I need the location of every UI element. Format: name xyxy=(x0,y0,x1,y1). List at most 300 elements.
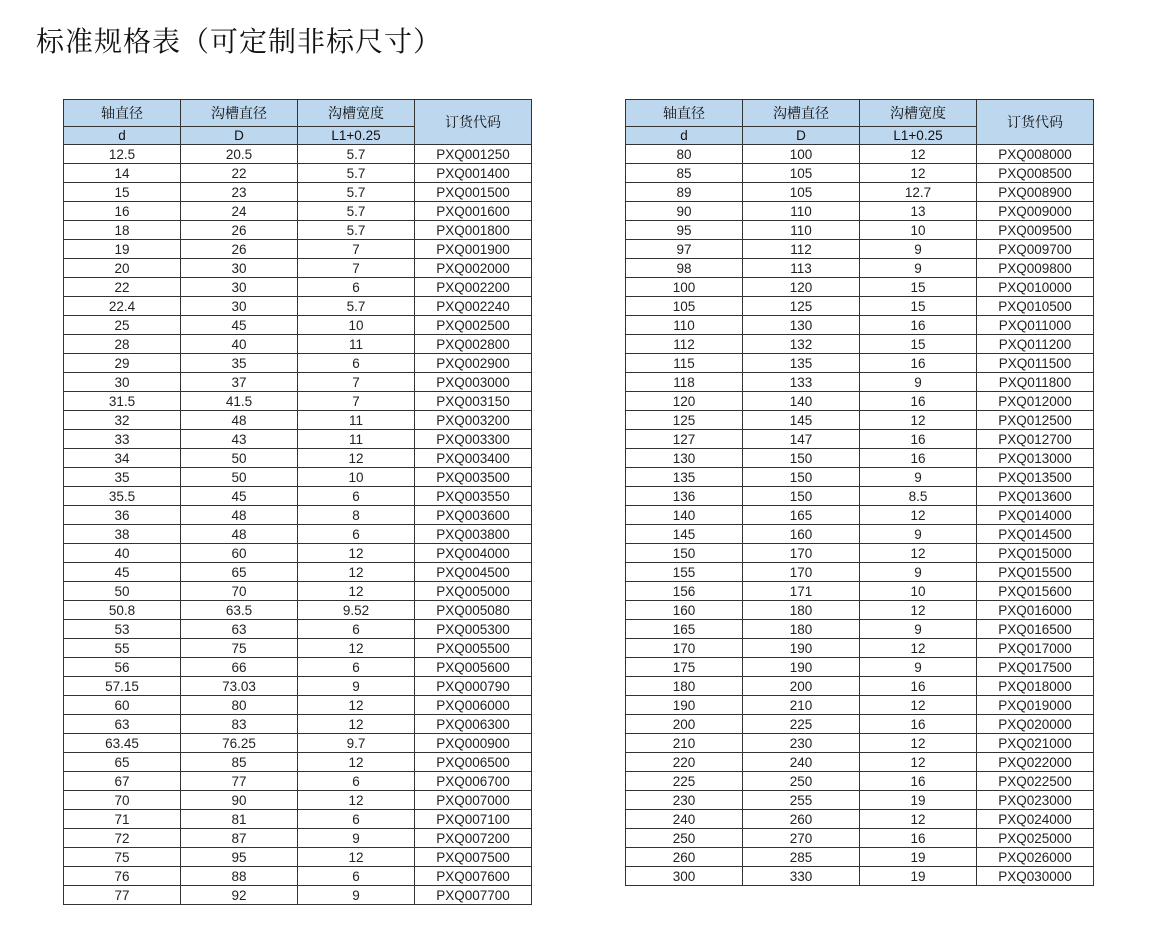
cell-order-code: PXQ015600 xyxy=(977,582,1094,601)
cell-groove-width: 19 xyxy=(860,848,977,867)
cell-shaft-diameter: 95 xyxy=(626,221,743,240)
cell-shaft-diameter: 260 xyxy=(626,848,743,867)
cell-shaft-diameter: 50 xyxy=(64,582,181,601)
table-row xyxy=(64,487,532,506)
table-row xyxy=(64,164,532,183)
cell-groove-diameter: 230 xyxy=(743,734,860,753)
cell-order-code: PXQ010500 xyxy=(977,297,1094,316)
cell-order-code: PXQ005600 xyxy=(415,658,532,677)
cell-shaft-diameter: 90 xyxy=(626,202,743,221)
cell-shaft-diameter: 190 xyxy=(626,696,743,715)
cell-groove-width: 16 xyxy=(860,677,977,696)
cell-groove-diameter: 110 xyxy=(743,202,860,221)
cell-groove-width: 9 xyxy=(860,563,977,582)
table-row xyxy=(64,563,532,582)
cell-groove-diameter: 80 xyxy=(181,696,298,715)
table-row xyxy=(626,183,1094,202)
cell-groove-diameter: 70 xyxy=(181,582,298,601)
cell-groove-width: 7 xyxy=(298,240,415,259)
cell-groove-diameter: 77 xyxy=(181,772,298,791)
cell-groove-diameter: 48 xyxy=(181,506,298,525)
cell-shaft-diameter: 150 xyxy=(626,544,743,563)
cell-groove-diameter: 105 xyxy=(743,164,860,183)
cell-order-code: PXQ000790 xyxy=(415,677,532,696)
table-row xyxy=(626,848,1094,867)
cell-groove-width: 12 xyxy=(298,563,415,582)
cell-order-code: PXQ005300 xyxy=(415,620,532,639)
cell-groove-diameter: 66 xyxy=(181,658,298,677)
cell-shaft-diameter: 55 xyxy=(64,639,181,658)
cell-order-code: PXQ025000 xyxy=(977,829,1094,848)
cell-groove-width: 11 xyxy=(298,430,415,449)
cell-order-code: PXQ007500 xyxy=(415,848,532,867)
cell-order-code: PXQ020000 xyxy=(977,715,1094,734)
table-row xyxy=(626,411,1094,430)
cell-groove-width: 16 xyxy=(860,772,977,791)
table-row xyxy=(626,316,1094,335)
cell-groove-width: 6 xyxy=(298,772,415,791)
cell-groove-diameter: 210 xyxy=(743,696,860,715)
cell-shaft-diameter: 14 xyxy=(64,164,181,183)
table-row xyxy=(64,506,532,525)
table-row xyxy=(64,316,532,335)
cell-order-code: PXQ007600 xyxy=(415,867,532,886)
cell-groove-diameter: 30 xyxy=(181,278,298,297)
cell-shaft-diameter: 71 xyxy=(64,810,181,829)
cell-shaft-diameter: 30 xyxy=(64,373,181,392)
cell-groove-diameter: 45 xyxy=(181,487,298,506)
cell-groove-width: 16 xyxy=(860,715,977,734)
cell-order-code: PXQ003400 xyxy=(415,449,532,468)
cell-groove-width: 7 xyxy=(298,373,415,392)
cell-groove-diameter: 87 xyxy=(181,829,298,848)
table-row xyxy=(626,145,1094,164)
cell-groove-width: 15 xyxy=(860,278,977,297)
table-row xyxy=(626,658,1094,677)
cell-groove-diameter: 165 xyxy=(743,506,860,525)
table-row xyxy=(64,202,532,221)
cell-shaft-diameter: 33 xyxy=(64,430,181,449)
table-row xyxy=(64,297,532,316)
cell-groove-width: 12 xyxy=(298,791,415,810)
table-row xyxy=(626,639,1094,658)
cell-shaft-diameter: 155 xyxy=(626,563,743,582)
table-row xyxy=(64,145,532,164)
table-row xyxy=(626,297,1094,316)
cell-order-code: PXQ012700 xyxy=(977,430,1094,449)
table-row xyxy=(626,829,1094,848)
cell-groove-width: 12 xyxy=(860,506,977,525)
header-symbol-d: d xyxy=(626,127,743,145)
cell-shaft-diameter: 97 xyxy=(626,240,743,259)
cell-groove-diameter: 43 xyxy=(181,430,298,449)
table-row xyxy=(64,335,532,354)
table-row xyxy=(64,886,532,905)
cell-order-code: PXQ006700 xyxy=(415,772,532,791)
cell-shaft-diameter: 22 xyxy=(64,278,181,297)
table-row xyxy=(64,791,532,810)
cell-groove-width: 9 xyxy=(860,468,977,487)
cell-shaft-diameter: 85 xyxy=(626,164,743,183)
table-row xyxy=(626,202,1094,221)
cell-groove-width: 10 xyxy=(298,316,415,335)
cell-groove-width: 12 xyxy=(860,639,977,658)
cell-groove-diameter: 330 xyxy=(743,867,860,886)
header-shaft-diameter: 轴直径 xyxy=(64,100,181,127)
cell-order-code: PXQ002240 xyxy=(415,297,532,316)
table-row xyxy=(64,354,532,373)
cell-groove-width: 8.5 xyxy=(860,487,977,506)
cell-order-code: PXQ009000 xyxy=(977,202,1094,221)
cell-order-code: PXQ004500 xyxy=(415,563,532,582)
cell-groove-diameter: 65 xyxy=(181,563,298,582)
cell-groove-width: 5.7 xyxy=(298,221,415,240)
cell-shaft-diameter: 63 xyxy=(64,715,181,734)
cell-groove-width: 12 xyxy=(298,639,415,658)
cell-order-code: PXQ011500 xyxy=(977,354,1094,373)
header-symbol-D: D xyxy=(743,127,860,145)
cell-order-code: PXQ007700 xyxy=(415,886,532,905)
cell-groove-diameter: 30 xyxy=(181,297,298,316)
cell-shaft-diameter: 34 xyxy=(64,449,181,468)
table-row xyxy=(64,677,532,696)
cell-order-code: PXQ022500 xyxy=(977,772,1094,791)
cell-order-code: PXQ012500 xyxy=(977,411,1094,430)
cell-groove-diameter: 60 xyxy=(181,544,298,563)
cell-shaft-diameter: 40 xyxy=(64,544,181,563)
cell-shaft-diameter: 100 xyxy=(626,278,743,297)
cell-groove-diameter: 240 xyxy=(743,753,860,772)
cell-groove-width: 12 xyxy=(298,544,415,563)
cell-groove-diameter: 81 xyxy=(181,810,298,829)
table-row xyxy=(626,221,1094,240)
cell-order-code: PXQ002500 xyxy=(415,316,532,335)
cell-order-code: PXQ009700 xyxy=(977,240,1094,259)
table-row xyxy=(64,468,532,487)
cell-order-code: PXQ016000 xyxy=(977,601,1094,620)
cell-order-code: PXQ013000 xyxy=(977,449,1094,468)
cell-groove-width: 19 xyxy=(860,867,977,886)
table-row xyxy=(64,848,532,867)
cell-shaft-diameter: 28 xyxy=(64,335,181,354)
cell-order-code: PXQ001600 xyxy=(415,202,532,221)
cell-groove-diameter: 48 xyxy=(181,411,298,430)
table-row xyxy=(626,734,1094,753)
cell-groove-diameter: 40 xyxy=(181,335,298,354)
cell-order-code: PXQ014000 xyxy=(977,506,1094,525)
cell-groove-diameter: 170 xyxy=(743,544,860,563)
table-row xyxy=(64,810,532,829)
table-row xyxy=(626,335,1094,354)
cell-groove-diameter: 130 xyxy=(743,316,860,335)
table-row xyxy=(64,544,532,563)
table-row xyxy=(626,563,1094,582)
cell-shaft-diameter: 22.4 xyxy=(64,297,181,316)
cell-order-code: PXQ018000 xyxy=(977,677,1094,696)
cell-order-code: PXQ005080 xyxy=(415,601,532,620)
table-row xyxy=(64,620,532,639)
cell-groove-diameter: 140 xyxy=(743,392,860,411)
cell-groove-diameter: 135 xyxy=(743,354,860,373)
cell-order-code: PXQ002800 xyxy=(415,335,532,354)
cell-groove-width: 12 xyxy=(860,145,977,164)
cell-order-code: PXQ030000 xyxy=(977,867,1094,886)
cell-shaft-diameter: 67 xyxy=(64,772,181,791)
cell-order-code: PXQ003150 xyxy=(415,392,532,411)
cell-order-code: PXQ003600 xyxy=(415,506,532,525)
cell-groove-diameter: 285 xyxy=(743,848,860,867)
cell-groove-diameter: 120 xyxy=(743,278,860,297)
header-symbol-d: d xyxy=(64,127,181,145)
table-row xyxy=(626,430,1094,449)
table-row xyxy=(64,829,532,848)
cell-groove-width: 16 xyxy=(860,430,977,449)
cell-shaft-diameter: 105 xyxy=(626,297,743,316)
cell-groove-diameter: 190 xyxy=(743,658,860,677)
cell-groove-width: 12 xyxy=(298,848,415,867)
cell-groove-diameter: 147 xyxy=(743,430,860,449)
cell-shaft-diameter: 20 xyxy=(64,259,181,278)
cell-groove-width: 12 xyxy=(298,753,415,772)
cell-order-code: PXQ005000 xyxy=(415,582,532,601)
table-row xyxy=(64,525,532,544)
cell-groove-width: 16 xyxy=(860,354,977,373)
cell-groove-diameter: 270 xyxy=(743,829,860,848)
cell-shaft-diameter: 53 xyxy=(64,620,181,639)
cell-groove-diameter: 150 xyxy=(743,487,860,506)
table-row xyxy=(626,620,1094,639)
cell-groove-diameter: 255 xyxy=(743,791,860,810)
page-title: 标准规格表（可定制非标尺寸） xyxy=(36,25,443,58)
cell-shaft-diameter: 180 xyxy=(626,677,743,696)
cell-groove-width: 16 xyxy=(860,829,977,848)
cell-order-code: PXQ011800 xyxy=(977,373,1094,392)
cell-order-code: PXQ003500 xyxy=(415,468,532,487)
table-row xyxy=(626,677,1094,696)
cell-groove-diameter: 45 xyxy=(181,316,298,335)
cell-order-code: PXQ017500 xyxy=(977,658,1094,677)
spec-table-right xyxy=(625,99,1094,886)
cell-shaft-diameter: 29 xyxy=(64,354,181,373)
cell-shaft-diameter: 12.5 xyxy=(64,145,181,164)
cell-groove-diameter: 63 xyxy=(181,620,298,639)
table-row xyxy=(64,582,532,601)
cell-shaft-diameter: 136 xyxy=(626,487,743,506)
cell-order-code: PXQ007200 xyxy=(415,829,532,848)
cell-groove-diameter: 105 xyxy=(743,183,860,202)
table-row xyxy=(626,449,1094,468)
table-row xyxy=(626,582,1094,601)
cell-shaft-diameter: 175 xyxy=(626,658,743,677)
cell-groove-diameter: 92 xyxy=(181,886,298,905)
table-row xyxy=(626,354,1094,373)
cell-groove-diameter: 85 xyxy=(181,753,298,772)
cell-groove-width: 5.7 xyxy=(298,145,415,164)
cell-shaft-diameter: 145 xyxy=(626,525,743,544)
cell-groove-width: 6 xyxy=(298,354,415,373)
cell-groove-width: 12 xyxy=(298,449,415,468)
cell-groove-width: 12 xyxy=(298,715,415,734)
cell-shaft-diameter: 57.15 xyxy=(64,677,181,696)
cell-groove-diameter: 150 xyxy=(743,468,860,487)
cell-groove-width: 6 xyxy=(298,658,415,677)
cell-order-code: PXQ011000 xyxy=(977,316,1094,335)
table-row xyxy=(64,240,532,259)
cell-shaft-diameter: 38 xyxy=(64,525,181,544)
table-row xyxy=(64,639,532,658)
cell-groove-width: 12 xyxy=(860,544,977,563)
cell-groove-diameter: 88 xyxy=(181,867,298,886)
cell-groove-diameter: 160 xyxy=(743,525,860,544)
cell-groove-width: 5.7 xyxy=(298,164,415,183)
cell-order-code: PXQ023000 xyxy=(977,791,1094,810)
cell-groove-diameter: 75 xyxy=(181,639,298,658)
header-order-code: 订货代码 xyxy=(977,100,1094,145)
cell-shaft-diameter: 15 xyxy=(64,183,181,202)
table-row xyxy=(64,449,532,468)
cell-shaft-diameter: 165 xyxy=(626,620,743,639)
cell-groove-width: 10 xyxy=(860,582,977,601)
cell-groove-diameter: 22 xyxy=(181,164,298,183)
cell-shaft-diameter: 115 xyxy=(626,354,743,373)
cell-order-code: PXQ009500 xyxy=(977,221,1094,240)
cell-order-code: PXQ019000 xyxy=(977,696,1094,715)
header-groove-diameter: 沟槽直径 xyxy=(743,100,860,127)
table-row xyxy=(626,810,1094,829)
cell-groove-width: 12 xyxy=(860,810,977,829)
table-row xyxy=(64,411,532,430)
cell-shaft-diameter: 135 xyxy=(626,468,743,487)
cell-order-code: PXQ003200 xyxy=(415,411,532,430)
cell-order-code: PXQ001500 xyxy=(415,183,532,202)
cell-shaft-diameter: 72 xyxy=(64,829,181,848)
cell-shaft-diameter: 60 xyxy=(64,696,181,715)
cell-groove-diameter: 76.25 xyxy=(181,734,298,753)
cell-order-code: PXQ002000 xyxy=(415,259,532,278)
cell-groove-width: 6 xyxy=(298,487,415,506)
table-row xyxy=(64,867,532,886)
cell-groove-width: 12 xyxy=(860,734,977,753)
spec-table-left xyxy=(63,99,532,905)
cell-groove-width: 11 xyxy=(298,335,415,354)
cell-groove-diameter: 90 xyxy=(181,791,298,810)
cell-groove-diameter: 125 xyxy=(743,297,860,316)
cell-groove-width: 5.7 xyxy=(298,297,415,316)
table-row xyxy=(626,772,1094,791)
cell-groove-diameter: 170 xyxy=(743,563,860,582)
cell-shaft-diameter: 89 xyxy=(626,183,743,202)
cell-groove-width: 5.7 xyxy=(298,183,415,202)
cell-groove-diameter: 37 xyxy=(181,373,298,392)
cell-shaft-diameter: 19 xyxy=(64,240,181,259)
cell-groove-diameter: 73.03 xyxy=(181,677,298,696)
cell-groove-diameter: 30 xyxy=(181,259,298,278)
cell-groove-diameter: 112 xyxy=(743,240,860,259)
spec-table-right-body xyxy=(626,145,1094,886)
cell-shaft-diameter: 118 xyxy=(626,373,743,392)
header-symbol-D: D xyxy=(181,127,298,145)
table-row xyxy=(626,164,1094,183)
cell-groove-width: 9 xyxy=(860,525,977,544)
cell-groove-width: 11 xyxy=(298,411,415,430)
cell-order-code: PXQ005500 xyxy=(415,639,532,658)
cell-groove-width: 9 xyxy=(860,658,977,677)
cell-groove-diameter: 26 xyxy=(181,240,298,259)
cell-groove-diameter: 26 xyxy=(181,221,298,240)
cell-shaft-diameter: 45 xyxy=(64,563,181,582)
table-row xyxy=(64,753,532,772)
table-row xyxy=(64,278,532,297)
cell-order-code: PXQ004000 xyxy=(415,544,532,563)
cell-groove-diameter: 50 xyxy=(181,449,298,468)
cell-groove-width: 12 xyxy=(298,696,415,715)
cell-groove-diameter: 180 xyxy=(743,620,860,639)
table-row xyxy=(626,278,1094,297)
table-row xyxy=(64,715,532,734)
cell-order-code: PXQ006000 xyxy=(415,696,532,715)
cell-groove-width: 9 xyxy=(298,829,415,848)
cell-groove-width: 15 xyxy=(860,335,977,354)
cell-order-code: PXQ003550 xyxy=(415,487,532,506)
cell-order-code: PXQ009800 xyxy=(977,259,1094,278)
table-row xyxy=(64,772,532,791)
cell-order-code: PXQ008500 xyxy=(977,164,1094,183)
table-row xyxy=(626,373,1094,392)
table-row xyxy=(626,753,1094,772)
table-row xyxy=(64,373,532,392)
cell-order-code: PXQ022000 xyxy=(977,753,1094,772)
cell-groove-diameter: 100 xyxy=(743,145,860,164)
cell-shaft-diameter: 32 xyxy=(64,411,181,430)
cell-groove-diameter: 171 xyxy=(743,582,860,601)
table-row xyxy=(626,240,1094,259)
table-row xyxy=(626,487,1094,506)
cell-order-code: PXQ002900 xyxy=(415,354,532,373)
header-groove-width: 沟槽宽度 xyxy=(860,100,977,127)
cell-order-code: PXQ026000 xyxy=(977,848,1094,867)
cell-groove-width: 9.52 xyxy=(298,601,415,620)
cell-groove-diameter: 145 xyxy=(743,411,860,430)
header-groove-diameter: 沟槽直径 xyxy=(181,100,298,127)
cell-shaft-diameter: 36 xyxy=(64,506,181,525)
cell-order-code: PXQ003000 xyxy=(415,373,532,392)
cell-order-code: PXQ011200 xyxy=(977,335,1094,354)
cell-groove-diameter: 20.5 xyxy=(181,145,298,164)
cell-groove-width: 6 xyxy=(298,620,415,639)
cell-groove-width: 9 xyxy=(860,240,977,259)
cell-groove-width: 9 xyxy=(860,373,977,392)
cell-groove-width: 7 xyxy=(298,259,415,278)
cell-shaft-diameter: 76 xyxy=(64,867,181,886)
cell-order-code: PXQ016500 xyxy=(977,620,1094,639)
cell-shaft-diameter: 112 xyxy=(626,335,743,354)
cell-groove-diameter: 190 xyxy=(743,639,860,658)
cell-groove-width: 6 xyxy=(298,810,415,829)
table-row xyxy=(64,658,532,677)
cell-groove-diameter: 24 xyxy=(181,202,298,221)
cell-shaft-diameter: 98 xyxy=(626,259,743,278)
table-row xyxy=(626,392,1094,411)
cell-shaft-diameter: 220 xyxy=(626,753,743,772)
table-row xyxy=(626,468,1094,487)
cell-groove-width: 13 xyxy=(860,202,977,221)
cell-order-code: PXQ014500 xyxy=(977,525,1094,544)
cell-groove-width: 19 xyxy=(860,791,977,810)
cell-shaft-diameter: 75 xyxy=(64,848,181,867)
cell-shaft-diameter: 170 xyxy=(626,639,743,658)
cell-shaft-diameter: 300 xyxy=(626,867,743,886)
cell-groove-width: 12 xyxy=(860,696,977,715)
